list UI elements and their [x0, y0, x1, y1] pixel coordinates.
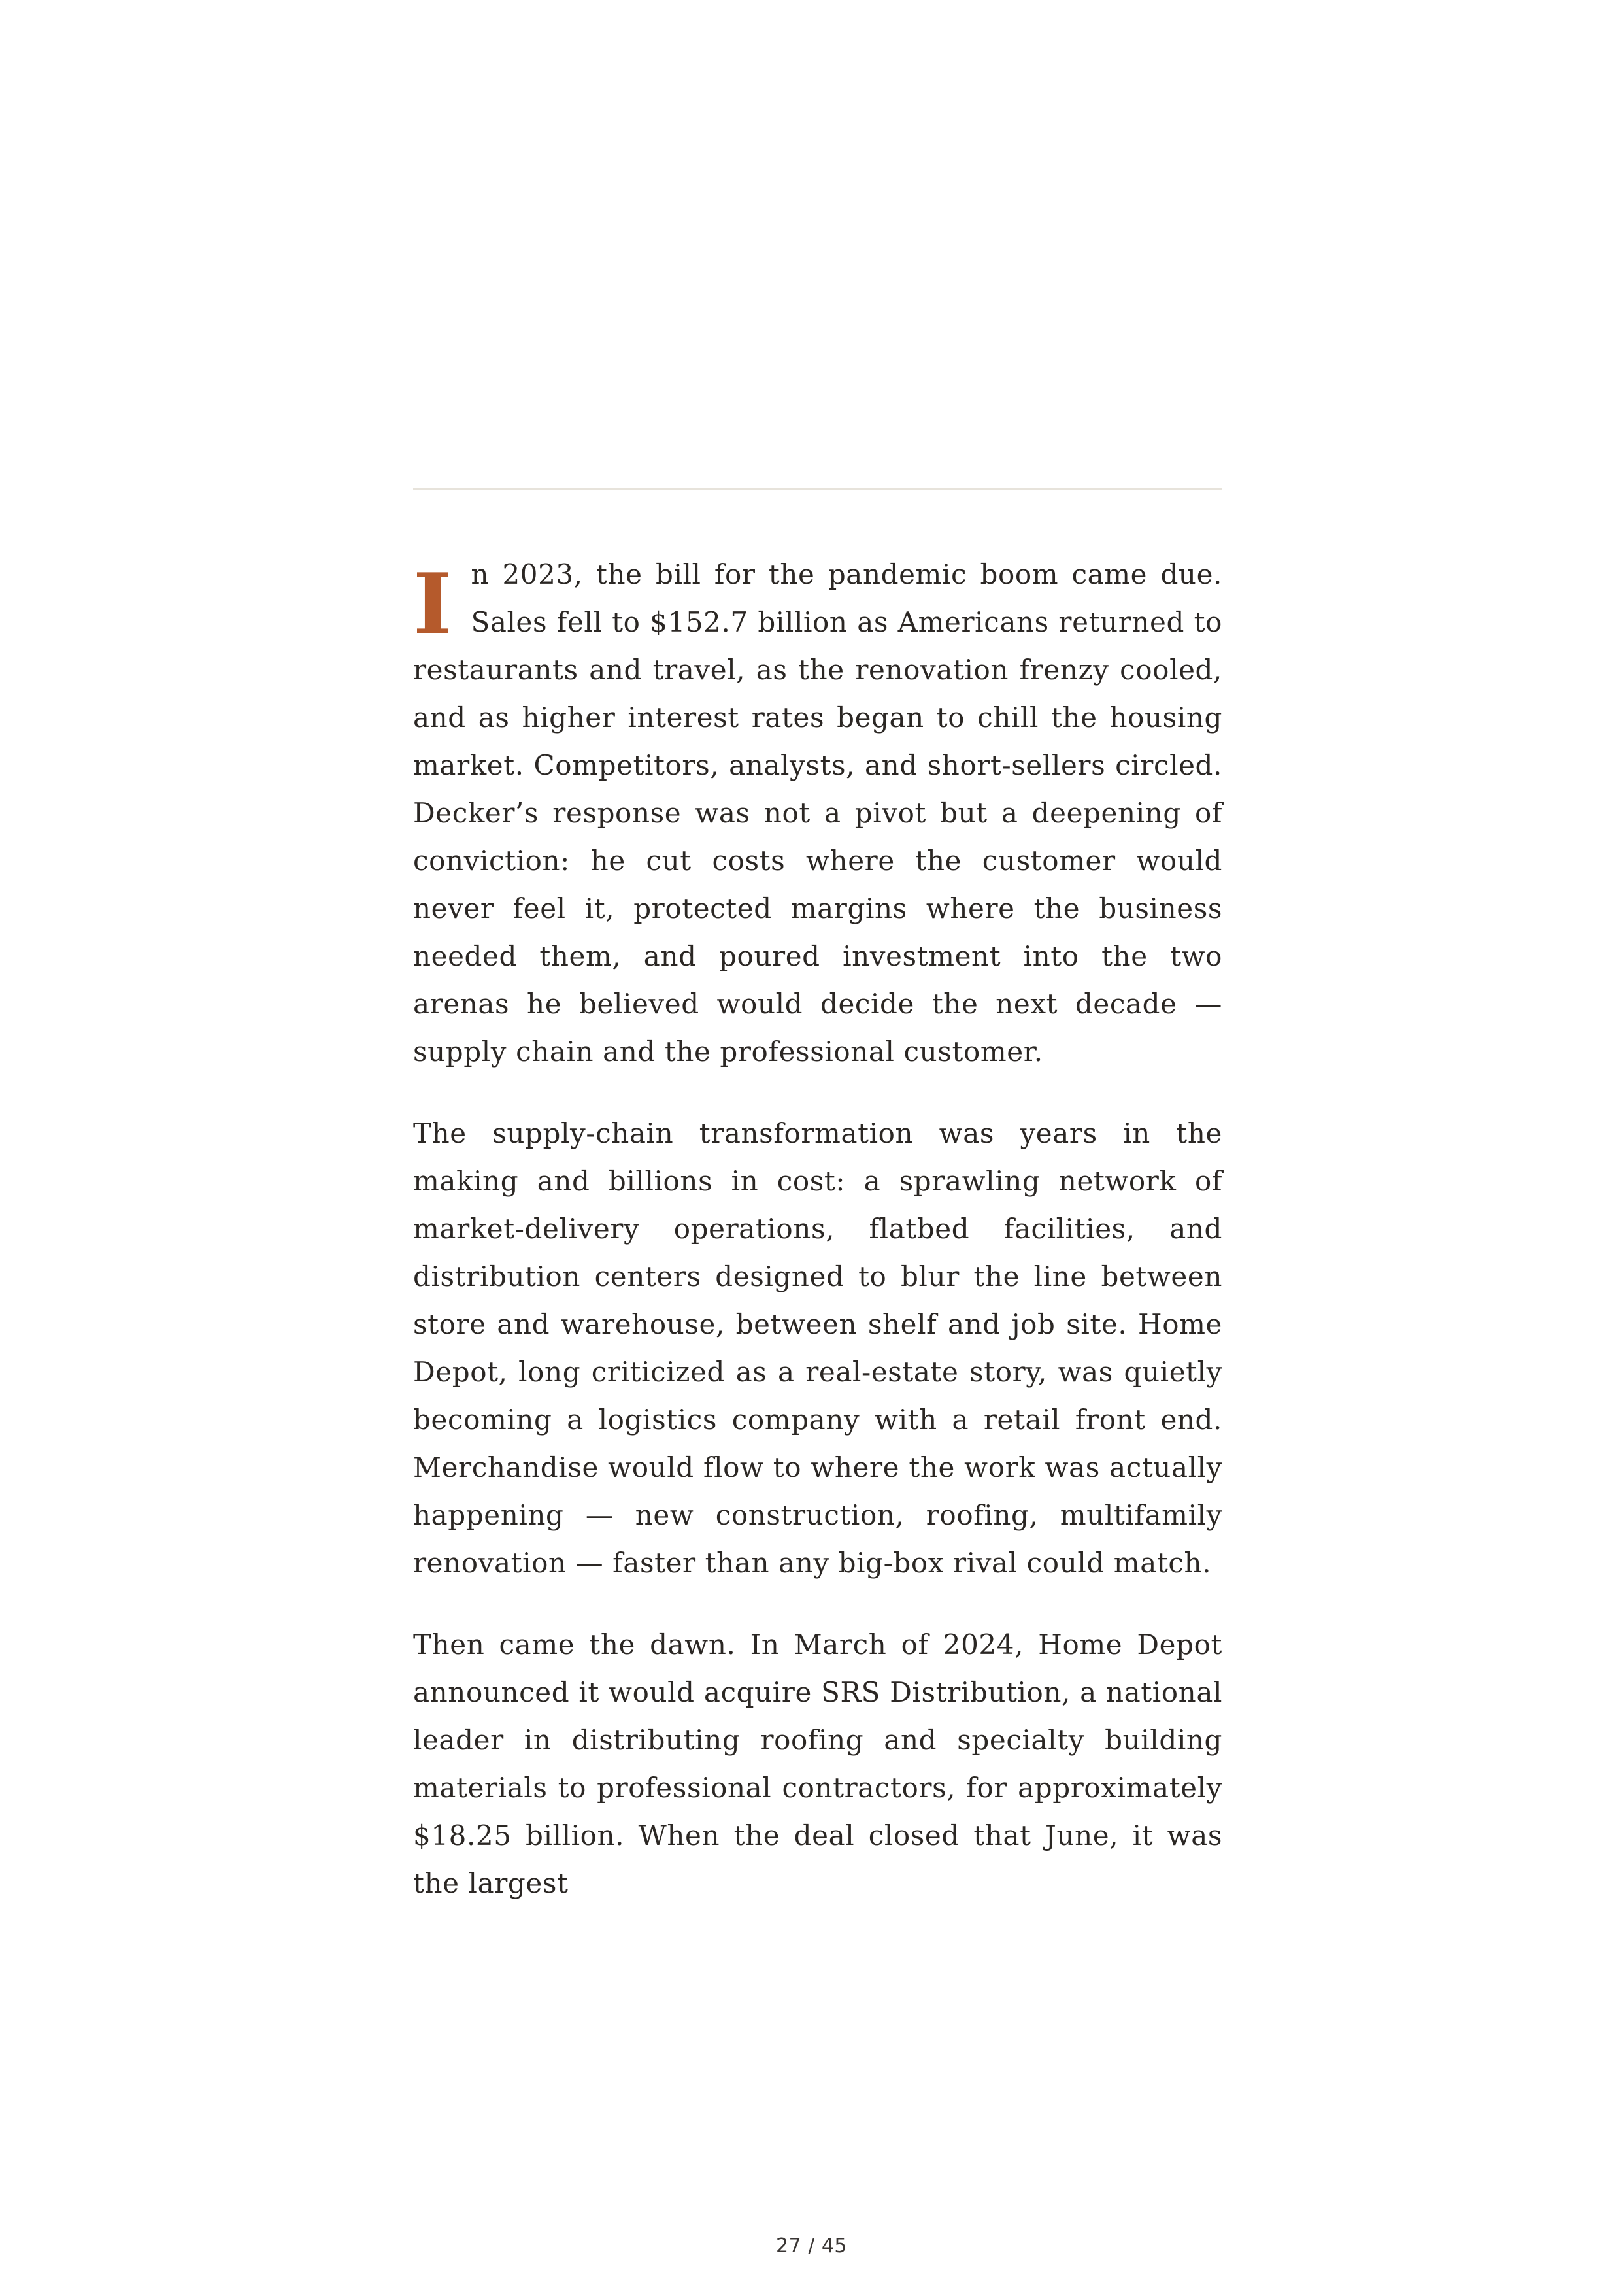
- paragraph-3: Then came the dawn. In March of 2024, Home Depot announced it would acquire SRS Distribution, a national leader in distributing roofing and specialty building materials to professional contractors, for approximately $18.25 billion. When the deal closed that June, it was the largest: [413, 1629, 1222, 1899]
- article-body: [413, 550, 1222, 1941]
- paragraph-2: The supply-chain transformation was years in the making and billions in cost: a sprawling network of market-delivery operations, flatbed facilities, and distribution centers designed to blur the line between store and warehouse, between shelf and job site. Home Depot, long criticized as a real-estate story, was quietly becoming a logistics company with a retail front end. Merchandise would flow to where the work was actually happening — new construction, roofing, multifamily renovation — faster than any big-box rival could match.: [413, 1117, 1222, 1579]
- page-number: 27 / 45: [775, 2235, 848, 2257]
- section-divider: [413, 488, 1222, 490]
- drop-cap: I: [413, 556, 453, 654]
- paragraph-1: [413, 550, 1222, 1075]
- paragraph-1-text: n 2023, the bill for the pandemic boom came due. Sales fell to $152.7 billion as Americans returned to restaurants and travel, as the renovation frenzy cooled, and as higher interest rates began to chill the housing market. Competitors, analysts, and short-sellers circled. Decker’s response was not a pivot but a deepening of conviction: he cut costs where the customer would never feel it, protected margins where the business needed them, and poured investment into the two arenas he believed would decide the next decade — supply chain and the professional customer.: [413, 558, 1222, 1068]
